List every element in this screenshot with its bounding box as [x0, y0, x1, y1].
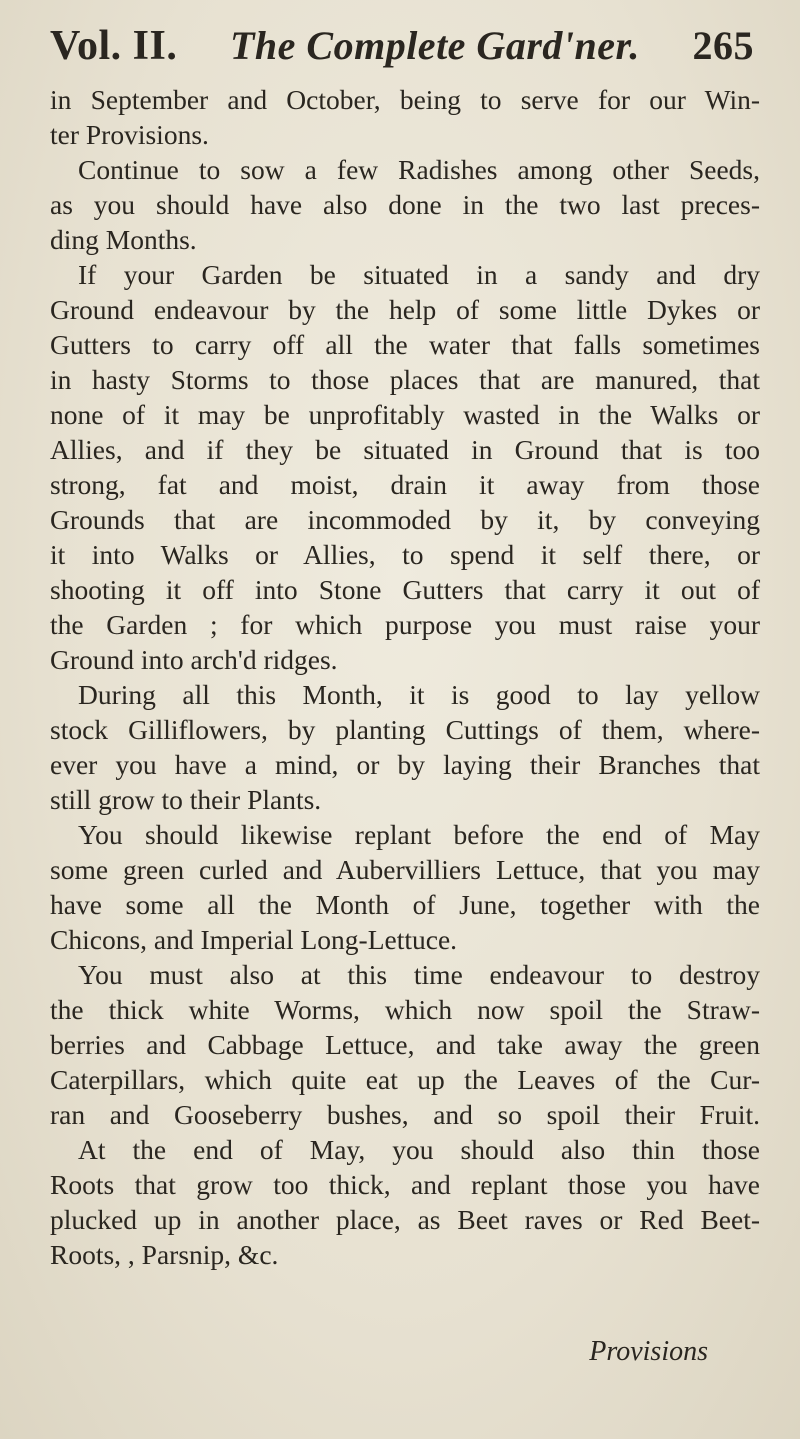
text-line: Continue to sow a few Radishes among other Seeds,: [78, 154, 760, 185]
text-line: Chicons, and Imperial Long-Lettuce.: [50, 924, 458, 955]
catchword: Provisions: [589, 1336, 708, 1367]
text-line: strong, fat and moist, drain it away from those: [50, 469, 760, 500]
text-line: ever you have a mind, or by laying their Branches that: [50, 749, 760, 780]
volume-label: Vol. II.: [50, 23, 178, 69]
text-line: At the end of May, you should also thin those: [78, 1134, 760, 1165]
body-text: [50, 82, 760, 1272]
text-line: ter Provisions.: [50, 119, 209, 150]
text-line: ran and Gooseberry bushes, and so spoil their Fruit.: [50, 1099, 760, 1130]
text-line: If your Garden be situated in a sandy and dry: [78, 259, 760, 290]
text-line: it into Walks or Allies, to spend it self there, or: [50, 539, 760, 570]
running-title: The Complete Gard'ner.: [229, 23, 640, 68]
text-line: Roots, , Parsnip, &c.: [50, 1239, 279, 1270]
text-line: Roots that grow too thick, and replant those you have: [50, 1169, 760, 1200]
text-line: Allies, and if they be situated in Ground that is too: [50, 434, 760, 465]
text-line: in September and October, being to serve for our Win-: [50, 84, 760, 115]
text-line: none of it may be unprofitably wasted in the Walks or: [50, 399, 760, 430]
text-line: During all this Month, it is good to lay yellow: [78, 679, 760, 710]
text-line: Grounds that are incommoded by it, by conveying: [50, 504, 760, 535]
text-line: as you should have also done in the two last preces-: [50, 189, 760, 220]
text-line: Caterpillars, which quite eat up the Leaves of the Cur-: [50, 1064, 760, 1095]
text-line: have some all the Month of June, together with the: [50, 889, 760, 920]
text-line: plucked up in another place, as Beet raves or Red Beet-: [50, 1204, 760, 1235]
text-line: You must also at this time endeavour to destroy: [78, 959, 760, 990]
text-line: Ground into arch'd ridges.: [50, 644, 338, 675]
text-line: stock Gilliflowers, by planting Cuttings of them, where-: [50, 714, 760, 745]
text-line: some green curled and Aubervilliers Lettuce, that you may: [50, 854, 760, 885]
text-line: Ground endeavour by the help of some little Dykes or: [50, 294, 760, 325]
text-line: shooting it off into Stone Gutters that carry it out of: [50, 574, 760, 605]
text-line: the thick white Worms, which now spoil the Straw-: [50, 994, 760, 1025]
text-line: still grow to their Plants.: [50, 784, 322, 815]
text-line: in hasty Storms to those places that are manured, that: [50, 364, 760, 395]
running-header: [50, 22, 760, 80]
text-line: the Garden ; for which purpose you must raise your: [50, 609, 760, 640]
text-line: You should likewise replant before the end of May: [78, 819, 760, 850]
text-line: Gutters to carry off all the water that falls sometimes: [50, 329, 760, 360]
page-number: 265: [692, 23, 754, 68]
text-line: berries and Cabbage Lettuce, and take away the green: [50, 1029, 760, 1060]
text-line: ding Months.: [50, 224, 197, 255]
